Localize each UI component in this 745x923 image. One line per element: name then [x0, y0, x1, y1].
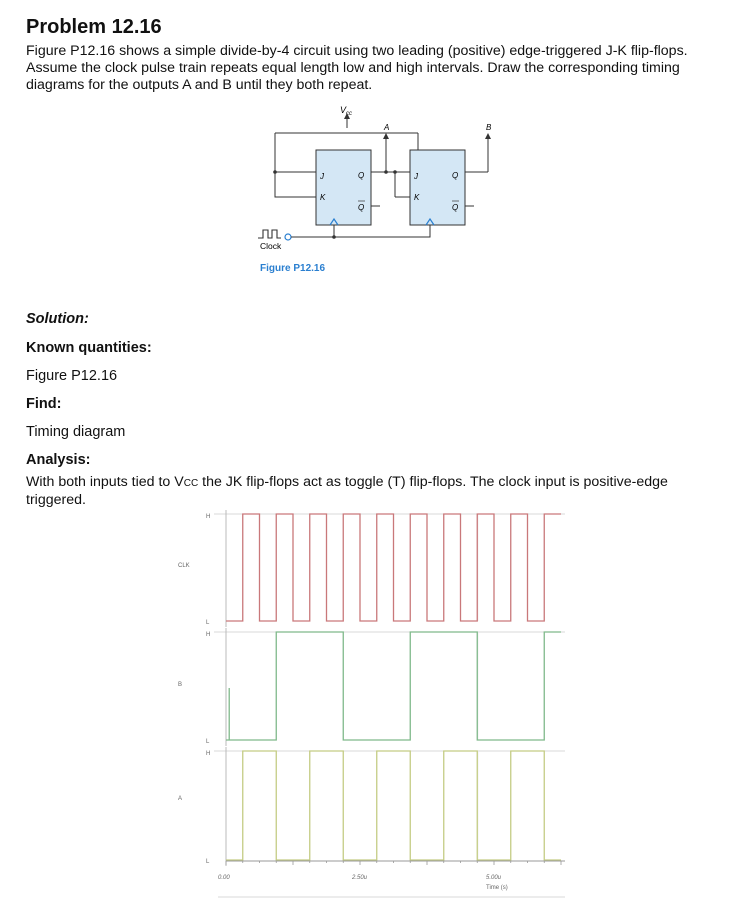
- svg-text:J: J: [320, 172, 324, 181]
- output-b-label: B: [486, 123, 492, 132]
- problem-statement: Figure P12.16 shows a simple divide-by-4 circuit using two leading (positive) edge-triggered J-K flip-flops. Assume the clock pulse train repeats equal length low and high intervals. Draw the corresponding timing diagrams for the outputs A and B until they both repeat.: [26, 43, 688, 93]
- signal-label-clk: CLK: [178, 563, 190, 569]
- waveform-a: [226, 751, 561, 860]
- problem-title: Problem 12.16: [26, 16, 162, 38]
- signal-label-a: A: [178, 796, 183, 802]
- time-axis-label: Time (s): [486, 885, 508, 891]
- signal-label-b: B: [178, 682, 183, 688]
- high-level-label: H: [206, 514, 211, 520]
- figure-caption: Figure P12.16: [260, 263, 326, 274]
- known-value: Figure P12.16: [26, 368, 118, 384]
- svg-text:K: K: [414, 193, 420, 202]
- clock-label: Clock: [260, 241, 282, 251]
- time-tick-label: 5.00u: [486, 875, 502, 881]
- svg-text:Q: Q: [358, 203, 365, 212]
- analysis-text: With both inputs tied to VCC the JK flip-flops act as toggle (T) flip-flops. The clock input is positive-edge triggered.: [26, 474, 668, 508]
- high-level-label: H: [206, 632, 211, 638]
- vcc-label: $V_{cc}$: [340, 105, 353, 117]
- known-label: Known quantities:: [26, 340, 152, 356]
- find-label: Find:: [26, 396, 62, 412]
- high-level-label: H: [206, 751, 211, 757]
- low-level-label: L: [206, 620, 210, 626]
- output-a-label: A: [384, 123, 390, 132]
- solution-heading: Solution:: [26, 311, 89, 327]
- find-value: Timing diagram: [26, 424, 126, 440]
- svg-text:Q: Q: [358, 171, 365, 180]
- svg-text:K: K: [320, 193, 326, 202]
- analysis-label: Analysis:: [26, 452, 91, 468]
- svg-text:Q: Q: [452, 171, 459, 180]
- waveform-clk: [226, 514, 561, 621]
- low-level-label: L: [206, 739, 210, 745]
- time-tick-label: 2.50u: [352, 875, 368, 881]
- waveform-b: [226, 632, 561, 740]
- svg-text:J: J: [414, 172, 418, 181]
- low-level-label: L: [206, 859, 210, 865]
- time-tick-label: 0.00: [218, 875, 230, 881]
- svg-text:Q: Q: [452, 203, 459, 212]
